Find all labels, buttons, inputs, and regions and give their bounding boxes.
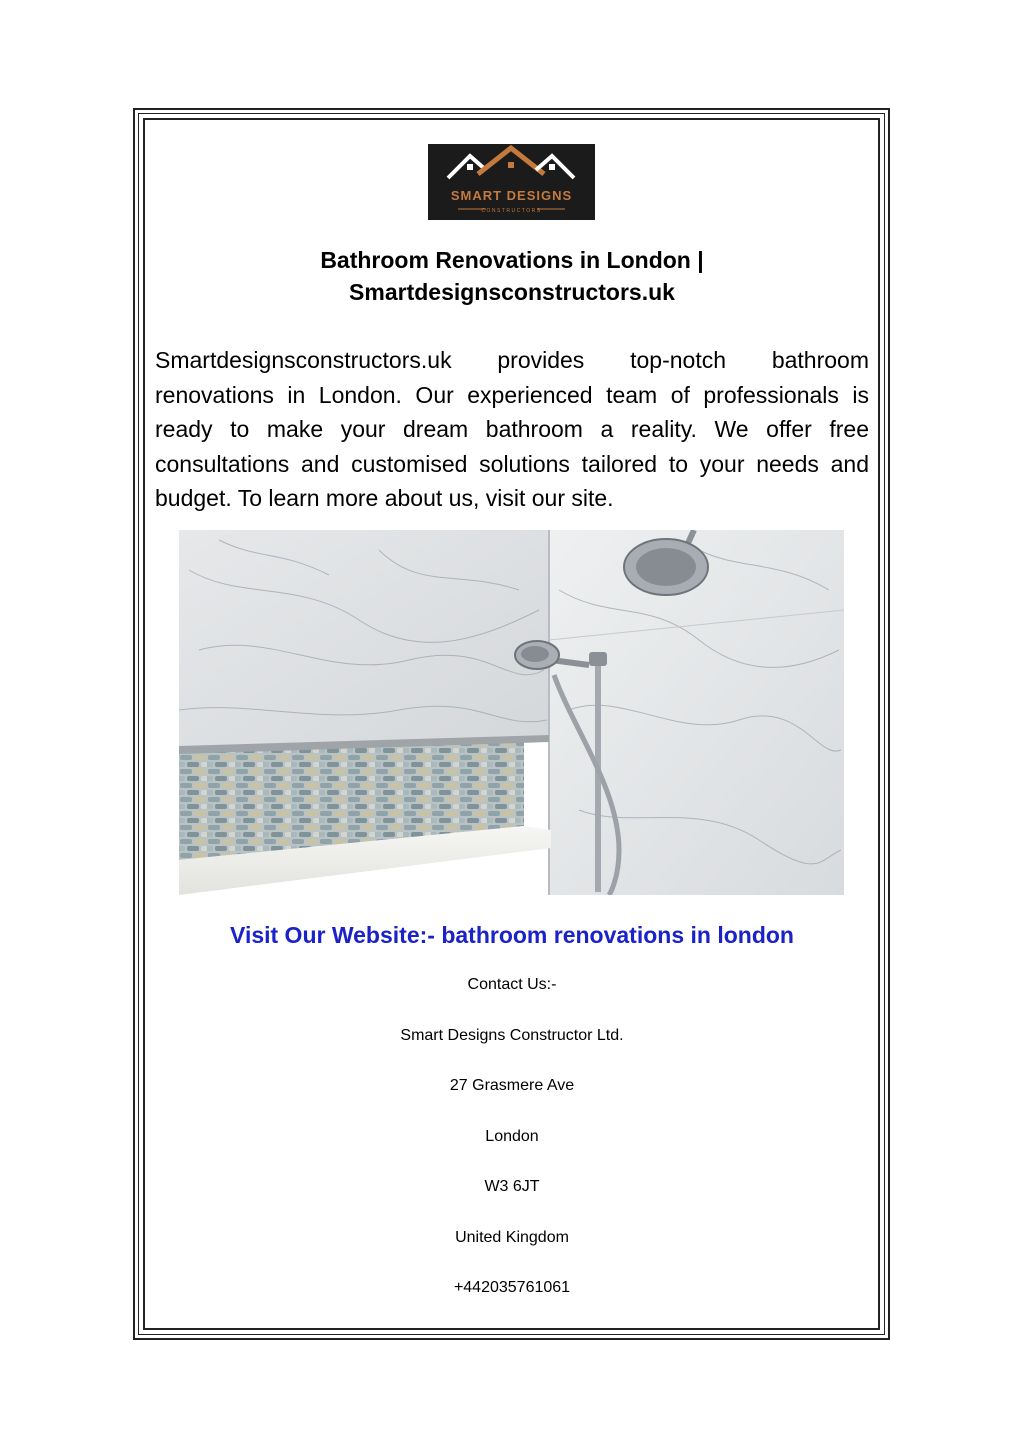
title-line-2: Smartdesignsconstructors.uk (349, 279, 675, 305)
contact-country: United Kingdom (455, 1229, 569, 1246)
page-title (150, 244, 874, 308)
contact-phone: +442035761061 (453, 1279, 571, 1296)
contact-street: 27 Grasmere Ave (449, 1077, 575, 1094)
company-logo (428, 144, 595, 220)
contact-heading: Contact Us:- (467, 976, 557, 993)
logo-sub-text: CONSTRUCTORS (481, 208, 542, 214)
contact-postcode: W3 6JT (484, 1178, 540, 1195)
visit-website-link[interactable]: Visit Our Website:- bathroom renovations in london (230, 922, 794, 948)
description-paragraph: Smartdesignsconstructors.uk provides top-notch bathroom renovations in London. Our experienced team of professionals is ready to make your dream bathroom a reality. We offer free consultations and customised solutions tailored to your needs and budget. To learn more about us, visit our site. (155, 347, 869, 511)
contact-city: London (485, 1128, 539, 1145)
logo-brand-text: SMART DESIGNS (450, 188, 573, 203)
contact-company: Smart Designs Constructor Ltd. (400, 1027, 624, 1044)
title-line-1: Bathroom Renovations in London | (320, 247, 704, 273)
bathroom-photo (179, 530, 844, 895)
